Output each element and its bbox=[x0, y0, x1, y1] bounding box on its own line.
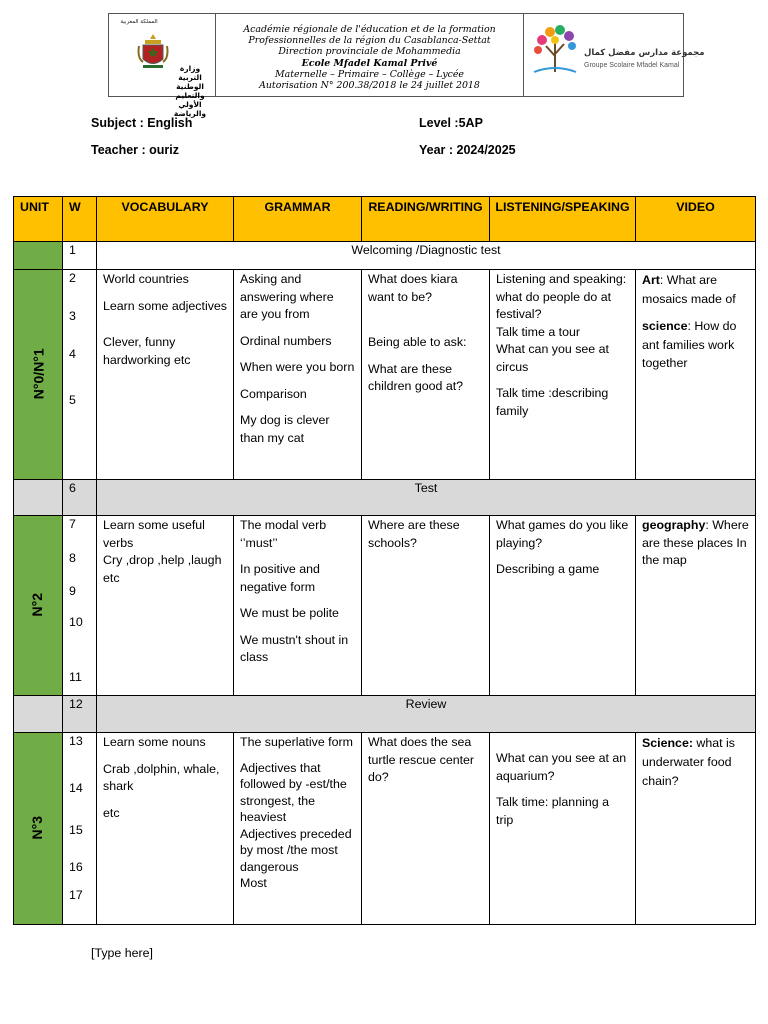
table-row bbox=[14, 242, 756, 270]
authorization-line: Autorisation N° 200.38/2018 le 24 juillet 2018 bbox=[259, 80, 480, 92]
listening-item: What can you see at circus bbox=[496, 342, 609, 374]
week-number: 5 bbox=[69, 393, 76, 407]
listening-item: Listening and speaking: what do people do at festival? bbox=[496, 272, 627, 321]
header-unit: UNIT bbox=[14, 197, 63, 242]
week-number: 15 bbox=[69, 823, 83, 837]
level-label: Level :5AP bbox=[419, 116, 483, 130]
week-number: 11 bbox=[69, 670, 82, 684]
vocabulary-item: etc bbox=[103, 805, 120, 820]
video-text: : What are mosaics made of bbox=[642, 273, 736, 306]
tree-logo-icon bbox=[530, 22, 580, 74]
review-row-text: Review bbox=[97, 696, 756, 733]
listening-item: What can you see at an aquarium? bbox=[496, 751, 627, 783]
school-name-line: Ecole Mfadel Kamal Privé bbox=[301, 57, 438, 69]
week-number: 2 bbox=[69, 271, 76, 285]
letterhead-line: Direction provinciale de Mohammedia bbox=[278, 46, 461, 58]
grammar-cell bbox=[234, 516, 362, 696]
letterhead-line: Académie régionale de l'éducation et de la formation bbox=[243, 24, 496, 35]
reading-cell bbox=[362, 270, 490, 480]
test-row-text: Test bbox=[97, 480, 756, 516]
subject-label: Subject : English bbox=[91, 116, 193, 130]
header-listening: LISTENING/SPEAKING bbox=[490, 197, 636, 242]
vocabulary-item: Crab ,dolphin, whale, shark bbox=[103, 761, 220, 793]
grammar-item: In positive and negative form bbox=[240, 562, 320, 594]
vocabulary-item: Learn some adjectives bbox=[103, 298, 227, 313]
vocabulary-cell bbox=[97, 516, 234, 696]
grammar-item: We must be polite bbox=[240, 606, 339, 620]
week-number: 12 bbox=[63, 696, 97, 733]
vocabulary-item: Learn some useful verbs bbox=[103, 518, 205, 550]
vocabulary-cell bbox=[97, 270, 234, 480]
kingdom-text: المملكة المغربية bbox=[120, 19, 158, 25]
week-numbers bbox=[63, 516, 97, 696]
video-subject: Science: bbox=[642, 736, 693, 750]
header-row bbox=[14, 197, 756, 242]
reading-item: What does kiara want to be? bbox=[368, 272, 458, 304]
week-number: 3 bbox=[69, 309, 76, 323]
header-grammar: GRAMMAR bbox=[234, 197, 362, 242]
school-logo-block bbox=[524, 14, 705, 96]
vocabulary-item: Learn some nouns bbox=[103, 735, 206, 749]
grammar-item: When were you born bbox=[240, 360, 355, 374]
week-number: 13 bbox=[69, 734, 83, 748]
grammar-item: The modal verb ‘’must’’ bbox=[240, 518, 327, 550]
video-text: : How do ant families work together bbox=[642, 319, 737, 370]
reading-item: Where are these schools? bbox=[368, 518, 460, 550]
listening-cell bbox=[490, 516, 636, 696]
grammar-item: We mustn't shout in class bbox=[240, 632, 349, 664]
vocabulary-item: Clever, funny hardworking etc bbox=[103, 335, 191, 367]
grammar-item: Ordinal numbers bbox=[240, 333, 332, 348]
unit-cell bbox=[14, 696, 63, 733]
week-number: 8 bbox=[69, 551, 76, 565]
teacher-label: Teacher : ouriz bbox=[91, 143, 179, 157]
unit-2-cell bbox=[14, 516, 63, 696]
week-number: 7 bbox=[69, 517, 76, 531]
video-item bbox=[642, 317, 749, 373]
unit-cell bbox=[14, 242, 63, 270]
header-video: VIDEO bbox=[636, 197, 756, 242]
header-week: W bbox=[63, 197, 97, 242]
table-row bbox=[14, 270, 756, 480]
video-item bbox=[642, 517, 749, 570]
grammar-item: Asking and answering where are you from bbox=[240, 272, 334, 321]
unit-1-cell bbox=[14, 270, 63, 480]
week-number: 6 bbox=[63, 480, 97, 516]
video-cell bbox=[636, 733, 756, 925]
header-vocabulary: VOCABULARY bbox=[97, 197, 234, 242]
week-number: 10 bbox=[69, 615, 83, 629]
grammar-item: Adjectives that followed by -est/the strongest, the heaviest bbox=[240, 760, 347, 824]
listening-item: What games do you like playing? bbox=[496, 518, 629, 550]
letterhead-line: Professionnelles de la région du Casablanca-Settat bbox=[248, 35, 491, 47]
video-subject: science bbox=[642, 319, 688, 333]
letterhead bbox=[108, 13, 705, 118]
video-item bbox=[642, 734, 749, 791]
week-number: 16 bbox=[69, 860, 83, 874]
vocabulary-item: World countries bbox=[103, 272, 189, 286]
video-subject: Art bbox=[642, 273, 660, 287]
reading-item: What are these children good at? bbox=[368, 361, 464, 393]
listening-item: Talk time :describing family bbox=[496, 386, 609, 418]
academy-text bbox=[216, 14, 524, 96]
listening-cell bbox=[490, 733, 636, 925]
table-row bbox=[14, 480, 756, 516]
reading-cell bbox=[362, 733, 490, 925]
grammar-item: Most bbox=[240, 876, 267, 890]
diagnostic-row-text: Welcoming /Diagnostic test bbox=[97, 242, 756, 270]
coat-of-arms-icon bbox=[137, 32, 169, 72]
unit-cell bbox=[14, 480, 63, 516]
grammar-item: My dog is clever than my cat bbox=[240, 413, 330, 445]
unit-label: N°3 bbox=[29, 816, 46, 840]
reading-cell bbox=[362, 516, 490, 696]
grammar-cell bbox=[234, 270, 362, 480]
video-text: : Where are these places In the map bbox=[642, 518, 749, 567]
reading-item: Being able to ask: bbox=[368, 335, 467, 349]
unit-3-cell bbox=[14, 733, 63, 925]
video-cell bbox=[636, 516, 756, 696]
grammar-item: Adjectives preceded by most /the most dangerous bbox=[240, 826, 352, 874]
yearly-plan-table bbox=[13, 196, 756, 925]
week-number: 4 bbox=[69, 347, 76, 361]
unit-label: N°0/N°1 bbox=[30, 348, 47, 400]
letterhead-line: Maternelle – Primaire – Collège – Lycée bbox=[275, 68, 464, 80]
video-subject: geography bbox=[642, 518, 706, 532]
week-numbers bbox=[63, 733, 97, 925]
video-cell bbox=[636, 270, 756, 480]
header-reading: READING/WRITING bbox=[362, 197, 490, 242]
table-row bbox=[14, 516, 756, 696]
grammar-cell bbox=[234, 733, 362, 925]
week-number: 1 bbox=[63, 242, 97, 270]
week-number: 14 bbox=[69, 781, 83, 795]
video-text: what is underwater food chain? bbox=[642, 736, 735, 788]
table-row bbox=[14, 696, 756, 733]
vocabulary-cell bbox=[97, 733, 234, 925]
ministry-name: وزارة التربية الوطنية والتعليم الأولي والرياضة bbox=[173, 64, 207, 118]
type-here-placeholder[interactable]: [Type here] bbox=[91, 946, 153, 960]
listening-cell bbox=[490, 270, 636, 480]
listening-item: Describing a game bbox=[496, 562, 600, 576]
week-number: 17 bbox=[69, 888, 83, 902]
week-number: 9 bbox=[69, 584, 76, 598]
listening-item: Talk time: planning a trip bbox=[496, 795, 609, 827]
vocabulary-item: Cry ,drop ,help ,laugh etc bbox=[103, 553, 222, 585]
school-name-english: Groupe Scolaire Mfadel Kamal bbox=[584, 62, 680, 69]
week-numbers bbox=[63, 270, 97, 480]
grammar-item: Comparison bbox=[240, 386, 307, 401]
school-name-arabic: مجموعة مدارس مفضل كمال bbox=[584, 48, 705, 58]
grammar-item: The superlative form bbox=[240, 735, 353, 749]
reading-item: What does the sea turtle rescue center do? bbox=[368, 735, 475, 784]
year-label: Year : 2024/2025 bbox=[419, 143, 516, 157]
video-item bbox=[642, 271, 749, 308]
unit-label: N°2 bbox=[29, 593, 46, 617]
listening-item: Talk time a tour bbox=[496, 324, 581, 339]
table-row bbox=[14, 733, 756, 925]
ministry-block bbox=[109, 14, 216, 118]
